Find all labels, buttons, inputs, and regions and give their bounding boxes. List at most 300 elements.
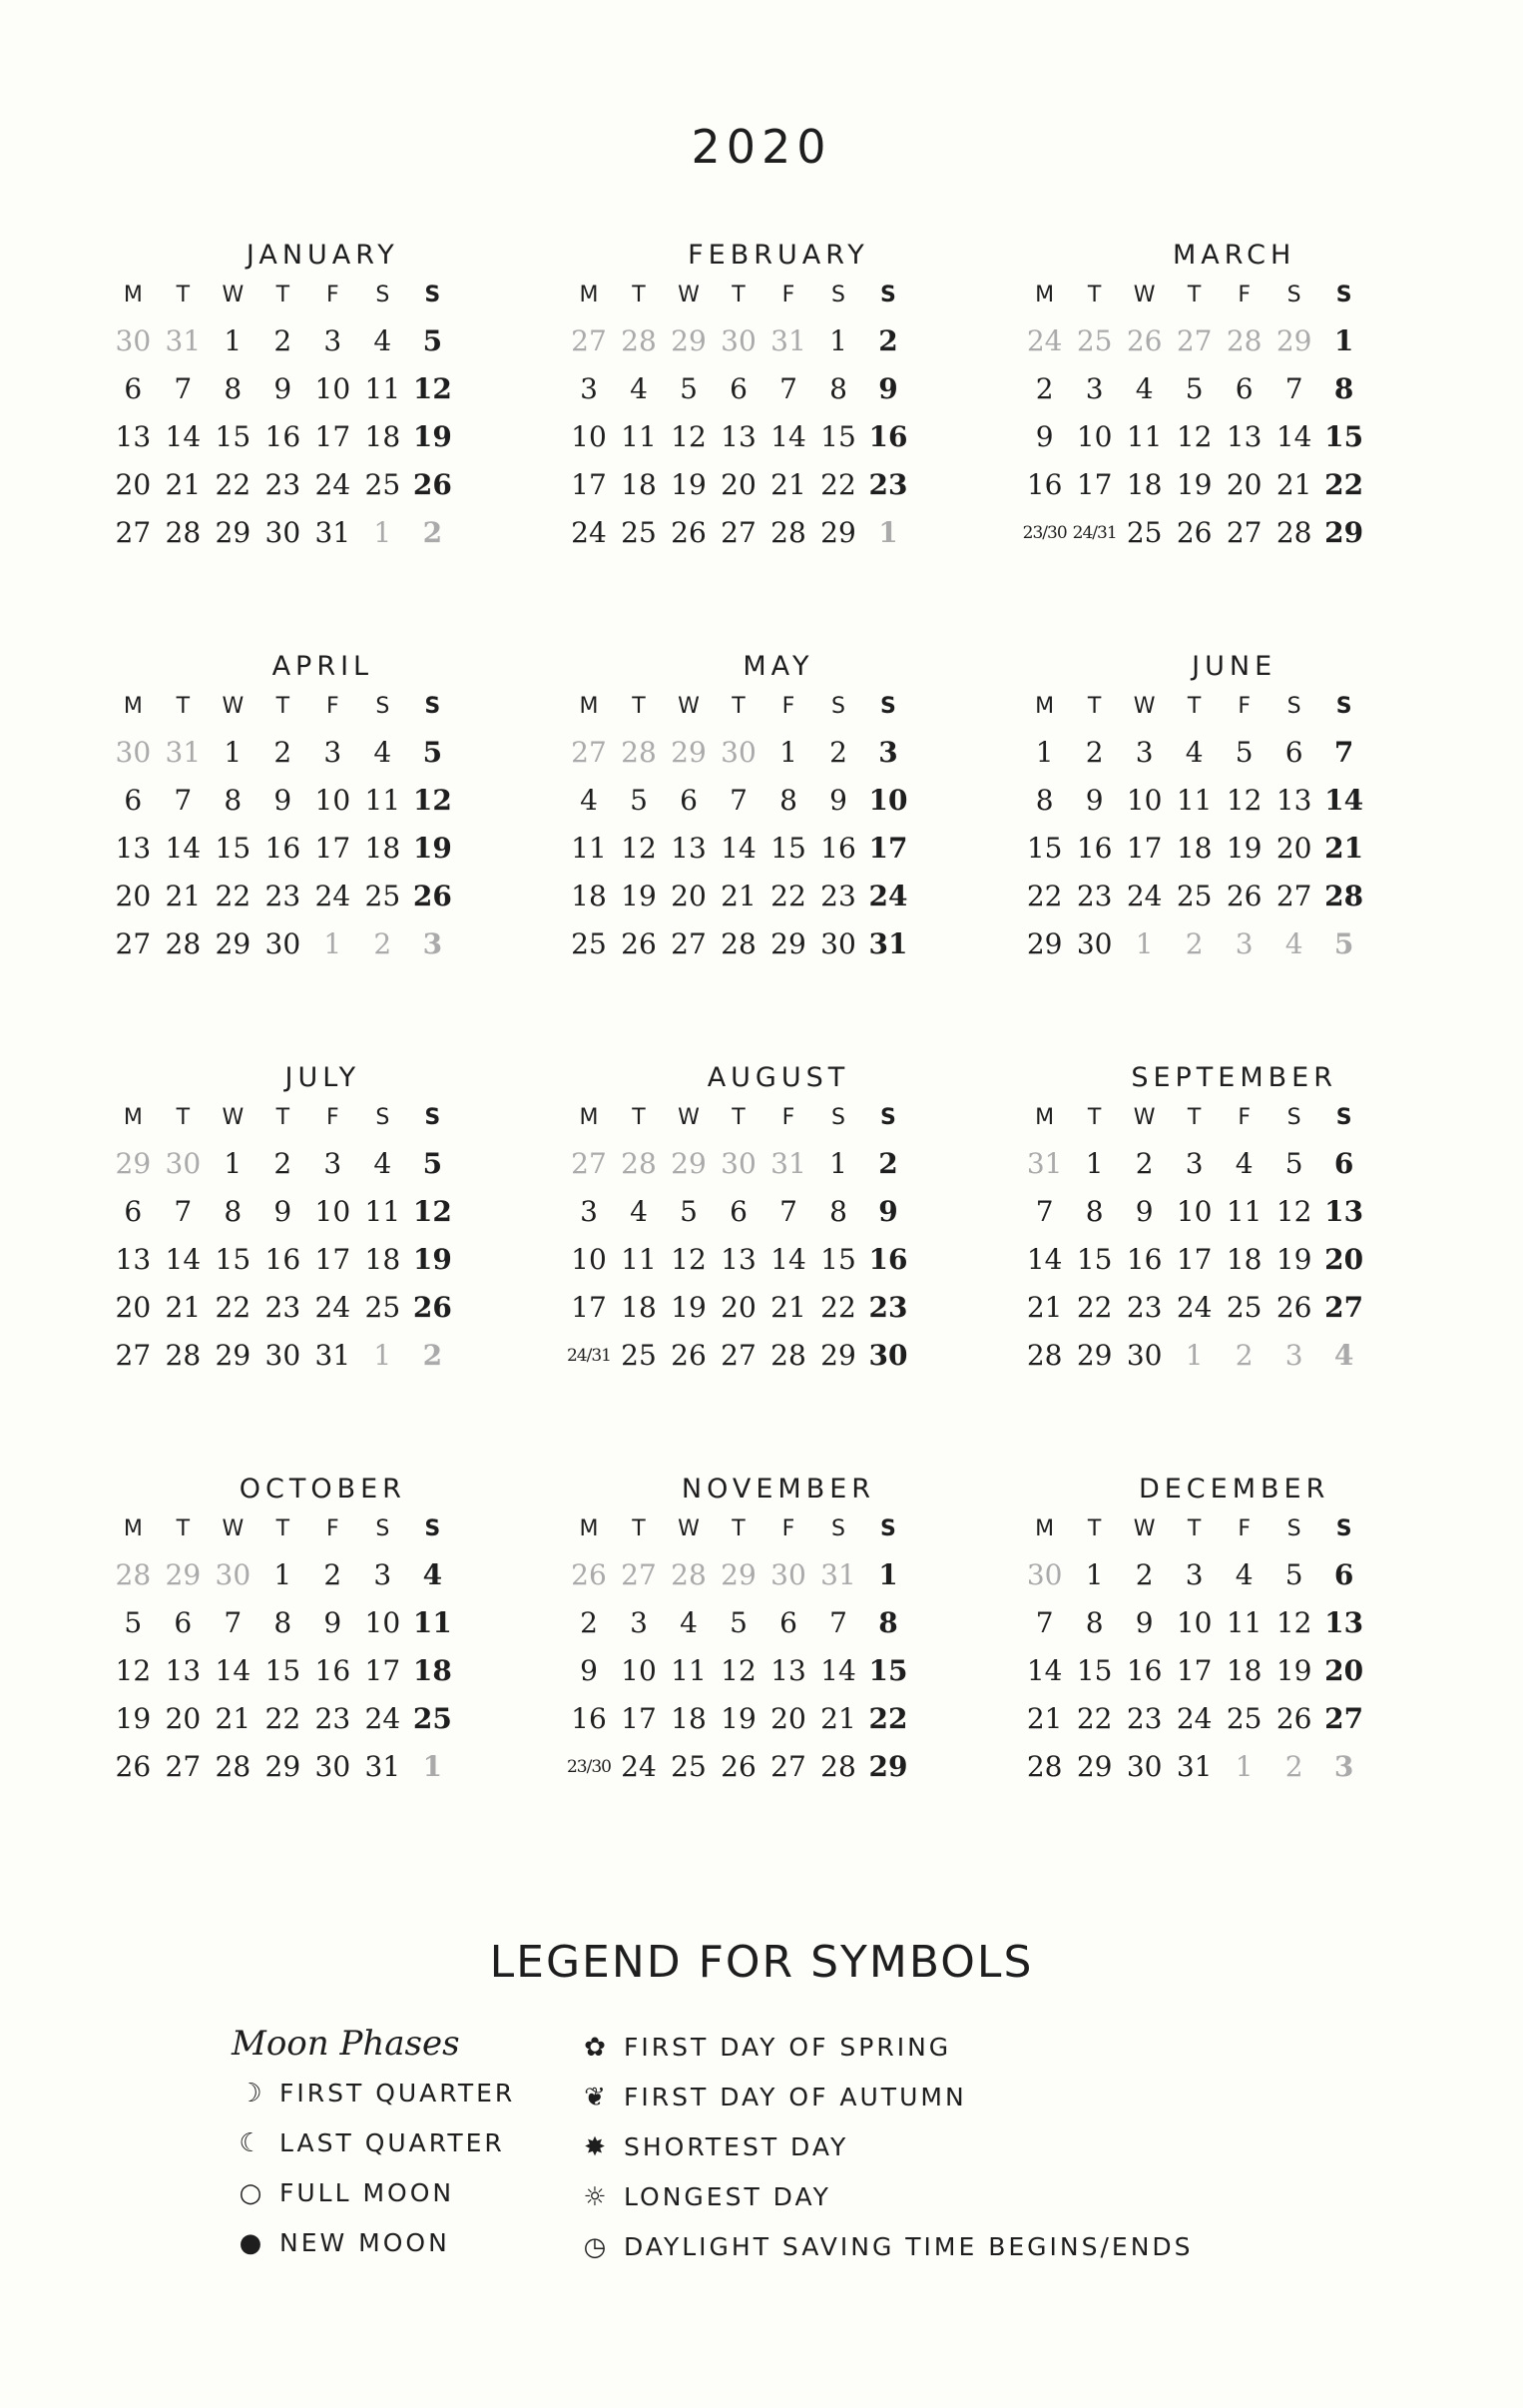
day-header: S: [424, 694, 441, 719]
day-cell: 13: [721, 1243, 757, 1276]
day-cell: 30: [264, 516, 301, 549]
legend-item: [232, 2168, 561, 2218]
day-header: T: [1087, 694, 1102, 719]
day-cell: 15: [820, 1243, 856, 1276]
day-cell: 12: [1226, 784, 1263, 817]
day-cell: 4: [373, 1147, 392, 1180]
day-cell: 20: [721, 468, 757, 501]
day-cell: 3: [580, 1195, 598, 1228]
day-cell: 3: [422, 927, 443, 960]
day-cell: 31: [165, 324, 202, 357]
day-cell: 23/30: [566, 1757, 611, 1777]
day-cell: 3: [580, 372, 598, 405]
day-cell: 10: [868, 784, 908, 817]
day-header: M: [123, 1105, 143, 1130]
day-cell: 21: [1026, 1291, 1063, 1324]
day-cell: 22: [215, 468, 252, 501]
day-cell: 25: [1226, 1702, 1263, 1735]
month-july: [108, 1060, 507, 1380]
month-grid: [1020, 274, 1419, 557]
leaf-icon: ❦: [584, 2083, 606, 2112]
day-cell: 13: [1275, 784, 1312, 817]
day-header: S: [1286, 283, 1301, 307]
day-header: T: [732, 694, 746, 719]
day-cell: 3: [1085, 372, 1104, 405]
day-cell: 12: [115, 1654, 152, 1687]
day-cell: 8: [224, 1195, 243, 1228]
day-cell: 12: [412, 1195, 452, 1228]
day-cell: 13: [115, 420, 152, 453]
day-header: T: [1087, 1516, 1102, 1541]
day-cell: 29: [1026, 927, 1063, 960]
month-january: [108, 238, 507, 557]
day-header: T: [176, 1516, 191, 1541]
day-cell: 12: [1275, 1195, 1312, 1228]
day-cell: 27: [671, 927, 707, 960]
month-name: SEPTEMBER: [1131, 1062, 1337, 1093]
day-cell: 22: [215, 1291, 252, 1324]
day-cell: 30: [721, 324, 757, 357]
day-cell: 12: [412, 784, 452, 817]
month-name: JANUARY: [246, 240, 399, 271]
day-cell: 26: [671, 1339, 707, 1372]
day-cell: 4: [1135, 372, 1154, 405]
day-cell: 16: [264, 420, 301, 453]
day-header: T: [176, 283, 191, 307]
day-cell: 29: [165, 1558, 202, 1591]
month-name: JUNE: [1192, 651, 1277, 682]
day-cell: 19: [115, 1702, 152, 1735]
day-header: W: [1133, 1516, 1156, 1541]
day-cell: 2: [373, 927, 392, 960]
day-cell: 14: [165, 832, 202, 865]
day-cell: 9: [878, 1195, 898, 1228]
day-cell: 10: [1076, 420, 1113, 453]
day-cell: 22: [1026, 880, 1063, 912]
day-cell: 26: [412, 468, 452, 501]
day-cell: 28: [165, 1339, 202, 1372]
day-cell: 12: [671, 1243, 707, 1276]
day-cell: 19: [1176, 468, 1213, 501]
day-cell: 7: [1035, 1195, 1054, 1228]
month-grid: [108, 1507, 507, 1791]
day-header: S: [880, 1105, 896, 1130]
legend-item: [576, 2023, 1334, 2073]
legend-label: LAST QUARTER: [279, 2128, 505, 2157]
day-cell: 5: [1235, 736, 1254, 769]
day-cell: 30: [868, 1339, 908, 1372]
day-cell: 10: [364, 1606, 401, 1639]
month-name: OCTOBER: [239, 1474, 406, 1505]
day-cell: 29: [1076, 1750, 1113, 1783]
day-header: F: [781, 1105, 795, 1130]
day-cell: 28: [1324, 880, 1364, 912]
day-cell: 11: [1176, 784, 1213, 817]
day-cell: 28: [621, 324, 657, 357]
day-cell: 4: [580, 784, 598, 817]
day-cell: 4: [373, 324, 392, 357]
day-cell: 20: [115, 1291, 152, 1324]
month-name: APRIL: [271, 651, 374, 682]
day-header: S: [424, 1105, 441, 1130]
day-cell: 30: [1026, 1558, 1063, 1591]
day-cell: 17: [1126, 832, 1163, 865]
day-cell: 23: [820, 880, 856, 912]
day-cell: 17: [314, 1243, 351, 1276]
day-header: F: [1238, 283, 1251, 307]
day-cell: 21: [215, 1702, 252, 1735]
day-cell: 6: [779, 1606, 797, 1639]
day-cell: 3: [1333, 1750, 1354, 1783]
day-cell: 3: [878, 736, 898, 769]
day-cell: 19: [1275, 1243, 1312, 1276]
day-cell: 18: [571, 880, 607, 912]
day-cell: 6: [1235, 372, 1254, 405]
day-cell: 11: [671, 1654, 707, 1687]
full-moon-icon: ○: [239, 2178, 262, 2208]
day-cell: 6: [124, 1195, 143, 1228]
month-grid: [1020, 685, 1419, 968]
day-cell: 3: [373, 1558, 392, 1591]
day-cell: 27: [621, 1558, 657, 1591]
last-quarter-moon-icon: ☾: [239, 2128, 262, 2158]
legend-label: FIRST QUARTER: [279, 2079, 516, 2107]
day-cell: 20: [721, 1291, 757, 1324]
day-cell: 14: [820, 1654, 856, 1687]
day-cell: 15: [868, 1654, 908, 1687]
day-header: F: [1238, 1516, 1251, 1541]
day-cell: 2: [1185, 927, 1204, 960]
day-cell: 5: [1185, 372, 1204, 405]
day-header: S: [424, 283, 441, 307]
day-cell: 7: [1035, 1606, 1054, 1639]
day-cell: 10: [314, 372, 351, 405]
day-cell: 15: [1076, 1243, 1113, 1276]
day-cell: 21: [165, 468, 202, 501]
day-cell: 23: [314, 1702, 351, 1735]
day-cell: 29: [215, 927, 252, 960]
day-cell: 22: [1076, 1291, 1113, 1324]
day-cell: 24: [1026, 324, 1063, 357]
day-cell: 8: [273, 1606, 292, 1639]
day-cell: 25: [1126, 516, 1163, 549]
day-cell: 16: [1126, 1243, 1163, 1276]
day-cell: 12: [1176, 420, 1213, 453]
day-cell: 2: [878, 1147, 898, 1180]
day-cell: 7: [174, 784, 193, 817]
day-cell: 17: [1176, 1243, 1213, 1276]
day-cell: 6: [1333, 1558, 1354, 1591]
day-cell: 2: [1135, 1558, 1154, 1591]
day-header: M: [1035, 694, 1055, 719]
day-cell: 9: [273, 1195, 292, 1228]
day-cell: 7: [174, 372, 193, 405]
day-cell: 1: [878, 1558, 898, 1591]
day-cell: 19: [721, 1702, 757, 1735]
day-cell: 25: [1226, 1291, 1263, 1324]
day-cell: 25: [364, 880, 401, 912]
day-cell: 5: [680, 372, 698, 405]
day-cell: 13: [770, 1654, 806, 1687]
day-cell: 9: [1135, 1606, 1154, 1639]
day-cell: 2: [580, 1606, 598, 1639]
month-name: AUGUST: [707, 1062, 850, 1093]
day-cell: 8: [829, 372, 847, 405]
legend-label: FIRST DAY OF SPRING: [624, 2033, 952, 2062]
day-header: T: [1187, 694, 1202, 719]
day-cell: 30: [165, 1147, 202, 1180]
month-grid: [1020, 1507, 1419, 1791]
day-cell: 21: [1026, 1702, 1063, 1735]
day-header: T: [1187, 1516, 1202, 1541]
day-cell: 2: [273, 324, 292, 357]
day-cell: 18: [412, 1654, 452, 1687]
events-legend: [576, 2023, 1334, 2272]
day-cell: 25: [621, 516, 657, 549]
day-cell: 2: [323, 1558, 342, 1591]
day-cell: 31: [1026, 1147, 1063, 1180]
day-cell: 25: [364, 1291, 401, 1324]
day-cell: 17: [1176, 1654, 1213, 1687]
day-cell: 19: [412, 420, 452, 453]
day-cell: 2: [273, 1147, 292, 1180]
day-cell: 4: [1235, 1147, 1254, 1180]
day-cell: 28: [215, 1750, 252, 1783]
day-cell: 16: [264, 1243, 301, 1276]
month-april: [108, 649, 507, 968]
day-header: W: [678, 1516, 700, 1541]
day-cell: 27: [115, 516, 152, 549]
day-cell: 13: [721, 420, 757, 453]
day-cell: 1: [323, 927, 342, 960]
day-cell: 12: [721, 1654, 757, 1687]
day-cell: 21: [165, 1291, 202, 1324]
day-cell: 8: [1333, 372, 1354, 405]
day-cell: 22: [770, 880, 806, 912]
day-cell: 6: [730, 372, 748, 405]
day-cell: 2: [1085, 736, 1104, 769]
day-header: T: [275, 694, 290, 719]
legend: [232, 2019, 1329, 2278]
day-cell: 29: [820, 516, 856, 549]
day-cell: 9: [1135, 1195, 1154, 1228]
day-cell: 31: [1176, 1750, 1213, 1783]
day-cell: 12: [621, 832, 657, 865]
legend-item: [576, 2222, 1334, 2272]
day-cell: 3: [323, 324, 342, 357]
day-cell: 1: [1085, 1558, 1104, 1591]
day-cell: 26: [621, 927, 657, 960]
day-cell: 5: [1284, 1147, 1303, 1180]
day-cell: 27: [165, 1750, 202, 1783]
day-cell: 6: [730, 1195, 748, 1228]
day-header: W: [678, 1105, 700, 1130]
day-cell: 16: [1076, 832, 1113, 865]
day-cell: 6: [174, 1606, 193, 1639]
day-cell: 5: [422, 1147, 443, 1180]
day-cell: 2: [1035, 372, 1054, 405]
day-cell: 23: [868, 468, 908, 501]
day-cell: 26: [115, 1750, 152, 1783]
day-cell: 6: [680, 784, 698, 817]
day-cell: 30: [264, 927, 301, 960]
day-cell: 14: [165, 420, 202, 453]
day-header: S: [1286, 694, 1301, 719]
month-august: [564, 1060, 963, 1380]
day-cell: 21: [721, 880, 757, 912]
day-cell: 27: [721, 516, 757, 549]
day-cell: 3: [1135, 736, 1154, 769]
day-cell: 14: [721, 832, 757, 865]
months-grid: [100, 238, 1427, 1791]
day-cell: 28: [820, 1750, 856, 1783]
day-header: W: [1133, 694, 1156, 719]
month-may: [564, 649, 963, 968]
day-cell: 30: [1076, 927, 1113, 960]
day-cell: 28: [165, 516, 202, 549]
day-cell: 13: [115, 1243, 152, 1276]
day-header: M: [579, 1105, 599, 1130]
year-title: 2020: [691, 120, 832, 174]
day-cell: 2: [1135, 1147, 1154, 1180]
day-cell: 7: [1333, 736, 1354, 769]
day-cell: 9: [1035, 420, 1054, 453]
day-cell: 26: [571, 1558, 607, 1591]
day-cell: 4: [373, 736, 392, 769]
day-cell: 24: [571, 516, 607, 549]
day-cell: 19: [621, 880, 657, 912]
day-cell: 10: [621, 1654, 657, 1687]
day-cell: 8: [224, 372, 243, 405]
day-cell: 9: [580, 1654, 598, 1687]
new-moon-icon: ●: [239, 2228, 262, 2258]
day-cell: 2: [1284, 1750, 1303, 1783]
day-cell: 12: [1275, 1606, 1312, 1639]
month-grid: [108, 685, 507, 968]
day-cell: 13: [165, 1654, 202, 1687]
day-cell: 31: [165, 736, 202, 769]
day-cell: 27: [1324, 1291, 1364, 1324]
day-cell: 8: [1035, 784, 1054, 817]
day-cell: 27: [770, 1750, 806, 1783]
day-cell: 16: [820, 832, 856, 865]
day-cell: 22: [264, 1702, 301, 1735]
day-cell: 8: [878, 1606, 898, 1639]
day-cell: 28: [1026, 1339, 1063, 1372]
day-header: W: [1133, 283, 1156, 307]
day-cell: 1: [1185, 1339, 1204, 1372]
day-cell: 3: [323, 736, 342, 769]
day-header: F: [326, 1105, 339, 1130]
day-cell: 29: [215, 516, 252, 549]
day-cell: 16: [868, 420, 908, 453]
day-cell: 1: [829, 324, 847, 357]
day-cell: 11: [621, 1243, 657, 1276]
day-cell: 21: [770, 1291, 806, 1324]
day-cell: 24/31: [1072, 523, 1117, 543]
day-cell: 7: [174, 1195, 193, 1228]
day-cell: 29: [215, 1339, 252, 1372]
day-cell: 15: [1026, 832, 1063, 865]
day-cell: 9: [878, 372, 898, 405]
month-february: [564, 238, 963, 557]
day-cell: 29: [721, 1558, 757, 1591]
day-cell: 14: [1026, 1654, 1063, 1687]
day-cell: 6: [1284, 736, 1303, 769]
day-header: T: [275, 283, 290, 307]
day-header: S: [375, 694, 390, 719]
month-name: MARCH: [1172, 240, 1296, 271]
day-cell: 18: [1126, 468, 1163, 501]
month-june: [1020, 649, 1419, 968]
day-cell: 11: [1126, 420, 1163, 453]
day-cell: 17: [868, 832, 908, 865]
day-header: M: [123, 283, 143, 307]
day-cell: 26: [1275, 1702, 1312, 1735]
day-cell: 29: [770, 927, 806, 960]
day-cell: 11: [1226, 1195, 1263, 1228]
day-cell: 26: [721, 1750, 757, 1783]
legend-item: [576, 2172, 1334, 2222]
day-header: S: [880, 283, 896, 307]
day-cell: 8: [779, 784, 797, 817]
day-cell: 4: [1185, 736, 1204, 769]
day-cell: 22: [1076, 1702, 1113, 1735]
day-cell: 25: [1076, 324, 1113, 357]
month-name: DECEMBER: [1138, 1474, 1330, 1505]
day-cell: 24: [868, 880, 908, 912]
day-cell: 4: [1235, 1558, 1254, 1591]
day-header: F: [1238, 694, 1251, 719]
day-cell: 11: [364, 372, 401, 405]
day-cell: 18: [621, 468, 657, 501]
day-cell: 20: [115, 880, 152, 912]
day-cell: 29: [1275, 324, 1312, 357]
day-header: S: [880, 1516, 896, 1541]
legend-item: [232, 2069, 561, 2118]
day-cell: 17: [571, 468, 607, 501]
day-cell: 11: [1226, 1606, 1263, 1639]
day-header: M: [579, 283, 599, 307]
day-cell: 18: [671, 1702, 707, 1735]
day-cell: 23: [264, 880, 301, 912]
day-cell: 4: [680, 1606, 698, 1639]
day-cell: 27: [1176, 324, 1213, 357]
day-cell: 20: [115, 468, 152, 501]
day-cell: 28: [770, 1339, 806, 1372]
day-header: T: [275, 1105, 290, 1130]
snowflake-icon: ✸: [584, 2132, 606, 2162]
day-cell: 18: [1226, 1654, 1263, 1687]
day-cell: 26: [1126, 324, 1163, 357]
clock-icon: ◷: [583, 2232, 607, 2262]
day-cell: 11: [571, 832, 607, 865]
day-cell: 9: [273, 784, 292, 817]
day-cell: 1: [1035, 736, 1054, 769]
day-cell: 23: [1126, 1291, 1163, 1324]
day-cell: 26: [1226, 880, 1263, 912]
day-cell: 12: [671, 420, 707, 453]
day-cell: 25: [571, 927, 607, 960]
day-cell: 29: [820, 1339, 856, 1372]
day-header: S: [375, 1516, 390, 1541]
day-cell: 24: [314, 1291, 351, 1324]
day-cell: 14: [165, 1243, 202, 1276]
day-cell: 31: [770, 1147, 806, 1180]
day-cell: 20: [770, 1702, 806, 1735]
day-cell: 28: [621, 736, 657, 769]
day-header: S: [831, 694, 845, 719]
